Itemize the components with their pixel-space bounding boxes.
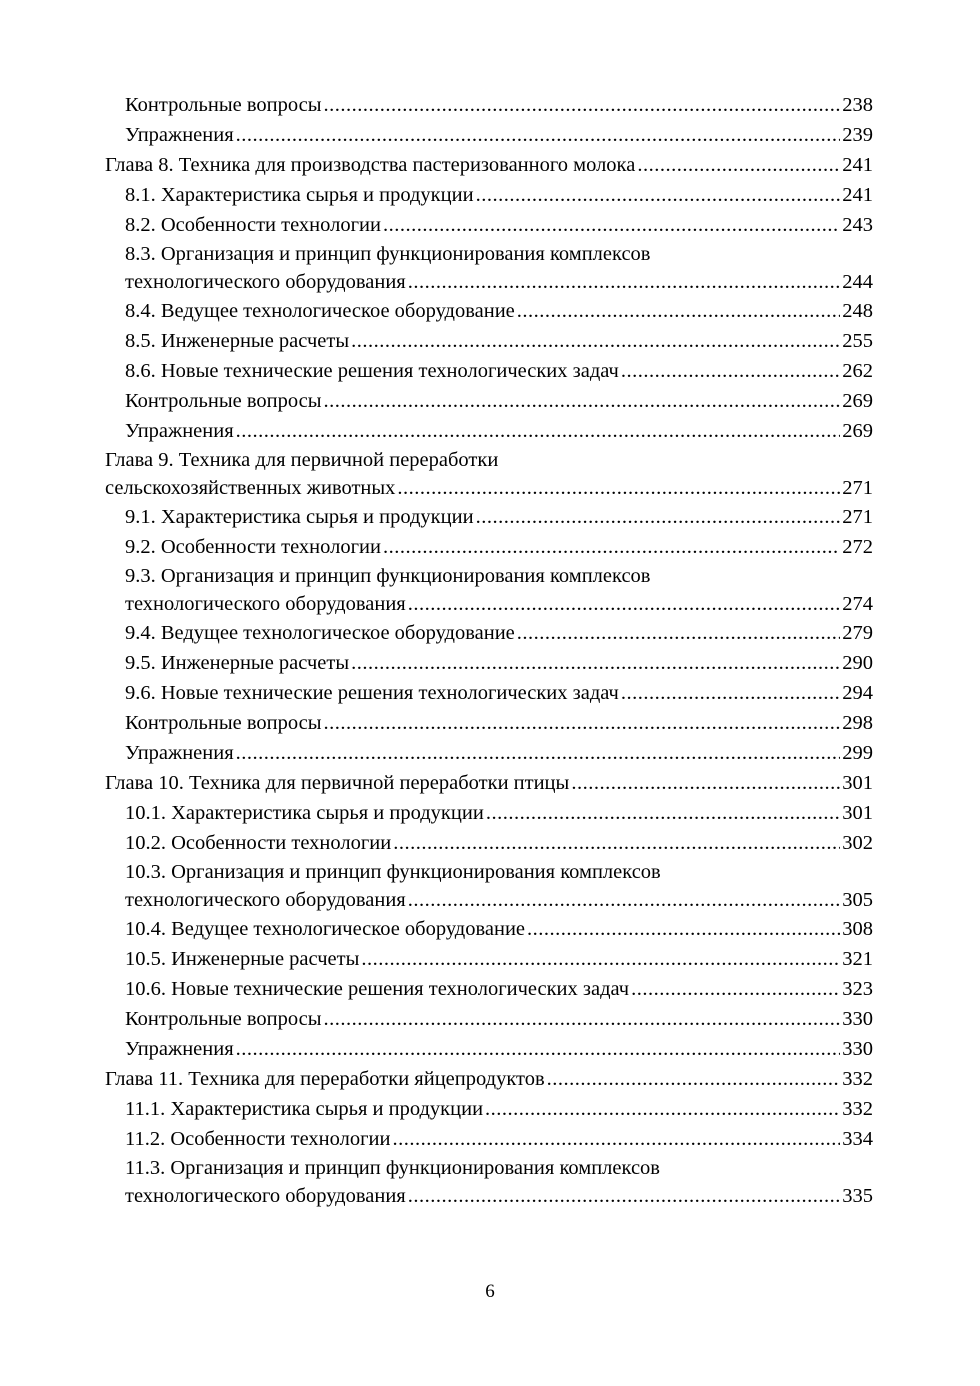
toc-entry-page: 332 (842, 1068, 873, 1090)
toc-section-entry[interactable] (125, 858, 873, 914)
toc-entry-title: Глава 10. Техника для первичной переработки птицы (105, 772, 570, 794)
dot-leader (485, 1094, 840, 1124)
table-of-contents (105, 90, 873, 1210)
toc-entry-page: 238 (842, 94, 873, 116)
toc-entry-row (125, 180, 873, 210)
toc-section-entry[interactable] (125, 798, 873, 828)
toc-entry-row (125, 798, 873, 828)
toc-section-entry[interactable] (125, 386, 873, 416)
toc-entry-title: 11.2. Особенности технологии (125, 1128, 391, 1150)
toc-section-entry[interactable] (125, 708, 873, 738)
dot-leader (324, 1004, 841, 1034)
toc-section-entry[interactable] (125, 1094, 873, 1124)
toc-entry-row (125, 590, 873, 618)
toc-entry-title: 11.1. Характеристика сырья и продукции (125, 1098, 484, 1120)
toc-entry-page: 243 (842, 214, 873, 236)
toc-entry-page: 290 (842, 652, 873, 674)
toc-entry-title: технологического оборудования (125, 889, 406, 911)
dot-leader (236, 416, 841, 446)
toc-entry-title: 10.1. Характеристика сырья и продукции (125, 802, 484, 824)
toc-section-entry[interactable] (125, 416, 873, 446)
toc-entry-page: 294 (842, 682, 873, 704)
toc-section-entry[interactable] (125, 180, 873, 210)
toc-entry-row (125, 1182, 873, 1210)
toc-section-entry[interactable] (125, 1154, 873, 1210)
dot-leader (236, 1034, 841, 1064)
toc-entry-title: Упражнения (125, 1038, 234, 1060)
toc-entry-title: Упражнения (125, 420, 234, 442)
toc-entry-page: 274 (842, 593, 873, 615)
toc-entry-row (125, 1124, 873, 1154)
toc-entry-row (125, 416, 873, 446)
dot-leader (324, 386, 841, 416)
toc-entry-title: Контрольные вопросы (125, 390, 322, 412)
dot-leader (383, 210, 840, 240)
toc-section-entry[interactable] (125, 210, 873, 240)
toc-entry-page: 302 (842, 832, 873, 854)
toc-entry-row (125, 618, 873, 648)
toc-entry-page: 332 (842, 1098, 873, 1120)
toc-chapter-entry[interactable] (105, 150, 873, 180)
toc-entry-page: 305 (842, 889, 873, 911)
dot-leader (486, 798, 840, 828)
toc-entry-page: 244 (842, 271, 873, 293)
toc-entry-page: 321 (842, 948, 873, 970)
toc-entry-page: 262 (842, 360, 873, 382)
dot-leader (408, 1182, 841, 1210)
toc-entry-row (125, 356, 873, 386)
dot-leader (637, 150, 840, 180)
toc-entry-row (125, 532, 873, 562)
dot-leader (621, 678, 840, 708)
toc-entry-row (125, 914, 873, 944)
dot-leader (476, 180, 841, 210)
toc-entry-page: 301 (842, 772, 873, 794)
toc-section-entry[interactable] (125, 356, 873, 386)
toc-entry-page: 248 (842, 300, 873, 322)
toc-entry-title: 10.4. Ведущее технологическое оборудование (125, 918, 526, 940)
toc-section-entry[interactable] (125, 1034, 873, 1064)
toc-entry-page: 334 (842, 1128, 873, 1150)
toc-entry-row (125, 120, 873, 150)
toc-entry-title: Глава 8. Техника для производства пастеризованного молока (105, 154, 636, 176)
toc-entry-page: 239 (842, 124, 873, 146)
toc-section-entry[interactable] (125, 618, 873, 648)
toc-chapter-entry[interactable] (105, 768, 873, 798)
toc-entry-title-line1: 11.3. Организация и принцип функционирования комплексов (125, 1157, 660, 1179)
toc-entry-page: 272 (842, 536, 873, 558)
toc-entry-page: 269 (842, 420, 873, 442)
toc-entry-title: Контрольные вопросы (125, 1008, 322, 1030)
toc-entry-row (125, 326, 873, 356)
toc-chapter-entry[interactable] (105, 1064, 873, 1094)
toc-entry-title: технологического оборудования (125, 271, 406, 293)
toc-chapter-entry[interactable] (105, 446, 873, 502)
toc-entry-title: 8.5. Инженерные расчеты (125, 330, 350, 352)
toc-entry-row (125, 828, 873, 858)
toc-entry-page: 323 (842, 978, 873, 1000)
toc-entry-title: 9.4. Ведущее технологическое оборудование (125, 622, 515, 644)
toc-entry-title: 8.2. Особенности технологии (125, 214, 381, 236)
toc-section-entry[interactable] (125, 562, 873, 618)
toc-entry-row (125, 1094, 873, 1124)
toc-entry-row (125, 268, 873, 296)
toc-entry-title: 9.1. Характеристика сырья и продукции (125, 506, 474, 528)
toc-section-entry[interactable] (125, 532, 873, 562)
toc-entry-page: 330 (842, 1038, 873, 1060)
toc-entry-title: Контрольные вопросы (125, 712, 322, 734)
dot-leader (236, 120, 841, 150)
toc-entry-title: 10.2. Особенности технологии (125, 832, 392, 854)
toc-entry-title-line1: 8.3. Организация и принцип функционирования комплексов (125, 243, 651, 265)
toc-entry-title: 8.4. Ведущее технологическое оборудование (125, 300, 515, 322)
toc-entry-row (125, 90, 873, 120)
toc-entry-page: 299 (842, 742, 873, 764)
toc-entry-page: 271 (842, 506, 873, 528)
toc-entry-row (105, 150, 873, 180)
toc-entry-title-line1: Глава 9. Техника для первичной переработки (105, 449, 499, 471)
dot-leader (393, 828, 840, 858)
dot-leader (236, 738, 841, 768)
toc-section-entry[interactable] (125, 648, 873, 678)
dot-leader (408, 590, 841, 618)
toc-entry-row (125, 678, 873, 708)
page-number: 6 (485, 1281, 495, 1302)
dot-leader (517, 296, 840, 326)
dot-leader (383, 532, 840, 562)
toc-entry-title: Упражнения (125, 742, 234, 764)
toc-entry-row (125, 502, 873, 532)
dot-leader (621, 356, 840, 386)
toc-entry-row (125, 296, 873, 326)
toc-entry-row (125, 1034, 873, 1064)
toc-entry-row (125, 886, 873, 914)
toc-entry-title: 10.6. Новые технические решения технологических задач (125, 978, 630, 1000)
toc-entry-row (125, 648, 873, 678)
dot-leader (324, 708, 841, 738)
toc-entry-title: 8.6. Новые технические решения технологических задач (125, 360, 619, 382)
toc-entry-title-line1: 10.3. Организация и принцип функционирования комплексов (125, 861, 661, 883)
toc-entry-page: 279 (842, 622, 873, 644)
toc-section-entry[interactable] (125, 120, 873, 150)
dot-leader (517, 618, 840, 648)
toc-entry-title-line1: 9.3. Организация и принцип функционирования комплексов (125, 565, 651, 587)
dot-leader (397, 474, 840, 502)
dot-leader (351, 326, 840, 356)
toc-entry-row (125, 738, 873, 768)
toc-entry-page: 330 (842, 1008, 873, 1030)
toc-entry-title: Упражнения (125, 124, 234, 146)
toc-entry-title: Контрольные вопросы (125, 94, 322, 116)
dot-leader (631, 974, 840, 1004)
toc-entry-title: технологического оборудования (125, 593, 406, 615)
toc-section-entry[interactable] (125, 1124, 873, 1154)
toc-section-entry[interactable] (125, 326, 873, 356)
toc-entry-row (105, 474, 873, 502)
toc-section-entry[interactable] (125, 502, 873, 532)
toc-entry-row (105, 1064, 873, 1094)
toc-entry-row (125, 974, 873, 1004)
dot-leader (408, 886, 841, 914)
toc-entry-page: 269 (842, 390, 873, 412)
toc-entry-page: 271 (842, 477, 873, 499)
toc-entry-title: технологического оборудования (125, 1185, 406, 1207)
toc-entry-page: 335 (842, 1185, 873, 1207)
toc-section-entry[interactable] (125, 90, 873, 120)
toc-entry-row (125, 386, 873, 416)
toc-entry-row (125, 210, 873, 240)
toc-entry-title: 9.2. Особенности технологии (125, 536, 381, 558)
toc-section-entry[interactable] (125, 944, 873, 974)
toc-section-entry[interactable] (125, 1004, 873, 1034)
toc-entry-page: 308 (842, 918, 873, 940)
toc-section-entry[interactable] (125, 828, 873, 858)
toc-entry-title: Глава 11. Техника для переработки яйцепродуктов (105, 1068, 545, 1090)
dot-leader (324, 90, 841, 120)
dot-leader (361, 944, 840, 974)
toc-entry-title: сельскохозяйственных животных (105, 477, 396, 499)
toc-section-entry[interactable] (125, 240, 873, 296)
toc-section-entry[interactable] (125, 678, 873, 708)
toc-entry-row (125, 1004, 873, 1034)
toc-entry-page: 298 (842, 712, 873, 734)
toc-entry-page: 241 (842, 184, 873, 206)
dot-leader (476, 502, 841, 532)
dot-leader (571, 768, 840, 798)
toc-entry-page: 255 (842, 330, 873, 352)
toc-entry-title: 8.1. Характеристика сырья и продукции (125, 184, 474, 206)
toc-entry-title: 9.5. Инженерные расчеты (125, 652, 350, 674)
toc-entry-row (105, 768, 873, 798)
dot-leader (527, 914, 840, 944)
dot-leader (408, 268, 841, 296)
toc-section-entry[interactable] (125, 296, 873, 326)
toc-entry-row (125, 708, 873, 738)
toc-section-entry[interactable] (125, 738, 873, 768)
dot-leader (392, 1124, 840, 1154)
toc-entry-page: 301 (842, 802, 873, 824)
toc-entry-page: 241 (842, 154, 873, 176)
dot-leader (351, 648, 840, 678)
toc-section-entry[interactable] (125, 974, 873, 1004)
toc-section-entry[interactable] (125, 914, 873, 944)
toc-entry-row (125, 944, 873, 974)
toc-entry-title: 10.5. Инженерные расчеты (125, 948, 360, 970)
toc-entry-title: 9.6. Новые технические решения технологических задач (125, 682, 619, 704)
dot-leader (547, 1064, 841, 1094)
